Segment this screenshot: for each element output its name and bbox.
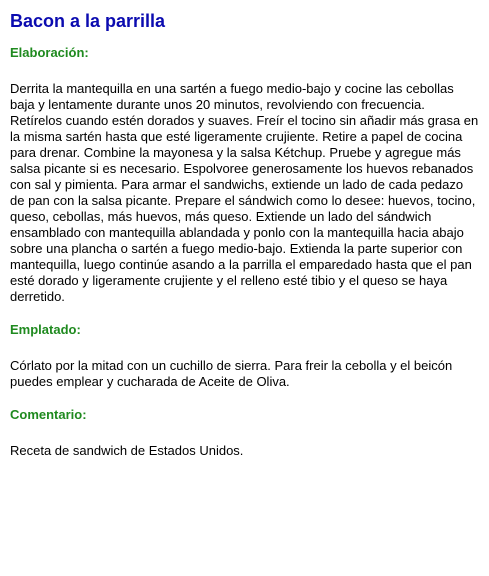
recipe-title: Bacon a la parrilla bbox=[10, 11, 166, 31]
section-text-emplatado: Córlato por la mitad con un cuchillo de sierra. Para freir la cebolla y el beicón puedes emplear y cucharada de Aceite de Oliva. bbox=[10, 358, 453, 389]
section-comentario bbox=[10, 407, 479, 459]
section-text-elaboracion: Derrita la mantequilla en una sartén a fuego medio-bajo y cocine las cebollas baja y lentamente durante unos 20 minutos, revolviendo con frecuencia. Retírelos cuando estén dorados y suaves. Freír el tocino sin añadir más grasa en la misma sartén hasta que esté ligeramente crujiente. Retire a papel de cocina para drenar. Combine la mayonesa y la salsa Kétchup. Pruebe y agregue más salsa picante si es necesario. Espolvoree generosamente los huevos rebanados con sal y pimienta. Para armar el sandwichs, extiende un lado de cada pedazo de pan con la salsa picante. Prepare el sándwich como lo desee: huevos, tocino, queso, cebollas, más huevos, más queso. Extiende un lado del sándwich ensamblado con mantequilla ablandada y ponlo con la mantequilla hacia abajo sobre una plancha o sartén a fuego medio-bajo. Extienda la parte superior con mantequilla, luego continúe asando a la parrilla el emparedado hasta que el pan esté dorado y ligeramente crujiente y el relleno esté tibio y el queso se haya derretido. bbox=[10, 81, 479, 304]
section-emplatado bbox=[10, 322, 479, 390]
section-heading-comentario: Comentario: bbox=[10, 407, 87, 422]
section-text-comentario: Receta de sandwich de Estados Unidos. bbox=[10, 443, 244, 458]
section-heading-emplatado: Emplatado: bbox=[10, 322, 81, 337]
section-heading-elaboracion: Elaboración: bbox=[10, 45, 89, 60]
section-elaboracion bbox=[10, 45, 479, 305]
